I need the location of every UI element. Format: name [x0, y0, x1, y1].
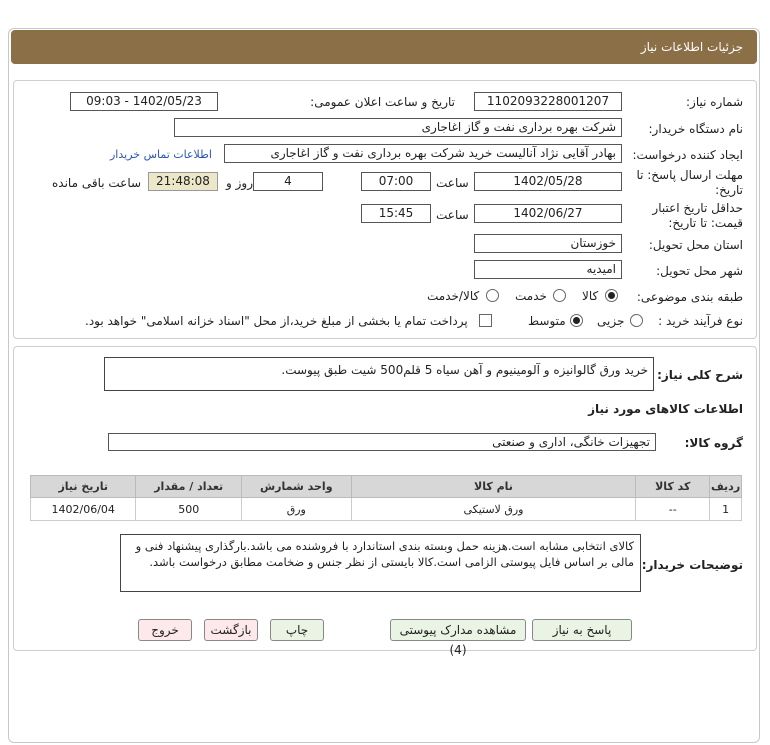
cell-row: 1	[710, 498, 742, 521]
buyer-notes-label: توضیحات خریدار:	[641, 558, 743, 572]
deadline-date-field: 1402/05/28	[474, 172, 622, 191]
need-number-label: شماره نیاز:	[686, 95, 743, 109]
col-row-header: ردیف	[710, 476, 742, 498]
category-service-label: خدمت	[515, 289, 547, 303]
validity-time-label: ساعت	[436, 208, 469, 222]
category-goods-service-radio[interactable]	[486, 289, 499, 302]
process-type-label: نوع فرآیند خرید :	[658, 314, 743, 328]
requester-label: ایجاد کننده درخواست:	[632, 148, 743, 162]
process-minor-label: جزیی	[597, 314, 625, 328]
reply-button[interactable]: پاسخ به نیاز	[532, 619, 632, 641]
process-medium-label: متوسط	[528, 314, 566, 328]
announce-date-field: 1402/05/23 - 09:03	[70, 92, 218, 111]
goods-group-field: تجهیزات خانگی، اداری و صنعتی	[108, 433, 656, 451]
cell-unit: ورق	[241, 498, 351, 521]
city-field: امیدیه	[474, 260, 622, 279]
buyer-org-label: نام دستگاه خریدار:	[648, 122, 743, 136]
col-code-header: کد کالا	[636, 476, 710, 498]
province-field: خوزستان	[474, 234, 622, 253]
province-label: استان محل تحویل:	[648, 238, 743, 252]
page-title: جزئیات اطلاعات نیاز	[640, 40, 743, 54]
days-label: روز و	[226, 176, 253, 190]
city-label: شهر محل تحویل:	[656, 264, 743, 278]
page-header	[11, 30, 757, 64]
remaining-time-label: ساعت باقی مانده	[52, 176, 142, 190]
col-name-header: نام کالا	[351, 476, 636, 498]
validity-date-field: 1402/06/27	[474, 204, 622, 223]
cell-qty: 500	[136, 498, 241, 521]
summary-field: خرید ورق گالوانیزه و آلومینیوم و آهن سیاه 5 قلم500 شیت طبق پیوست.	[104, 357, 654, 391]
summary-label: شرح کلی نیاز:	[657, 368, 743, 382]
cell-name: ورق لاستیکی	[351, 498, 636, 521]
col-date-header: تاریخ نیاز	[31, 476, 136, 498]
days-remaining-field: 4	[253, 172, 323, 191]
print-button[interactable]: چاپ	[270, 619, 324, 641]
cell-code: --	[636, 498, 710, 521]
buyer-contact-link[interactable]: اطلاعات تماس خریدار	[110, 148, 212, 161]
deadline-label: مهلت ارسال پاسخ: تا	[636, 168, 743, 182]
category-service-radio[interactable]	[553, 289, 566, 302]
goods-group-label: گروه کالا:	[684, 436, 743, 450]
remaining-time-field: 21:48:08	[148, 172, 218, 191]
goods-info-title: اطلاعات کالاهای مورد نیاز	[588, 402, 743, 416]
need-number-field: 1102093228001207	[474, 92, 622, 111]
col-qty-header: تعداد / مقدار	[136, 476, 241, 498]
treasury-payment-checkbox[interactable]	[479, 314, 492, 327]
deadline-label-2: تاریخ:	[715, 183, 743, 197]
process-minor-radio[interactable]	[630, 314, 643, 327]
deadline-time-field: 07:00	[361, 172, 431, 191]
deadline-time-label: ساعت	[436, 176, 469, 190]
validity-label: حداقل تاریخ اعتبار	[652, 201, 743, 215]
buyer-notes-field: کالای انتخابی مشابه است.هزینه حمل وبسته بندی استاندارد با فروشنده می باشد.بارگذاری پیشنهاد فنی و مالی بر اساس فایل پیوستی الزامی است.کالا بایستی از نظر جنس و ضخامت مطابق درخواست باشد.	[120, 534, 641, 592]
goods-table	[30, 475, 742, 521]
category-goods-radio[interactable]	[605, 289, 618, 302]
exit-button[interactable]: خروج	[138, 619, 192, 641]
validity-time-field: 15:45	[361, 204, 431, 223]
table-row	[31, 498, 742, 521]
goods-table-header	[31, 476, 742, 498]
cell-date: 1402/06/04	[31, 498, 136, 521]
category-goods-service-label: کالا/خدمت	[427, 289, 480, 303]
category-label: طبقه بندی موضوعی:	[636, 290, 743, 304]
announce-date-label: تاریخ و ساعت اعلان عمومی:	[310, 95, 455, 109]
buyer-org-field: شرکت بهره برداری نفت و گاز اغاجاری	[174, 118, 622, 137]
view-attachments-button[interactable]: مشاهده مدارک پیوستی (4)	[390, 619, 526, 641]
validity-label-2: قیمت: تا تاریخ:	[668, 216, 743, 230]
col-unit-header: واحد شمارش	[241, 476, 351, 498]
category-goods-label: کالا	[582, 289, 599, 303]
requester-field: بهادر آقایی نژاد آنالیست خرید شرکت بهره برداری نفت و گاز اغاجاری	[224, 144, 622, 163]
back-button[interactable]: بازگشت	[204, 619, 258, 641]
process-medium-radio[interactable]	[570, 314, 583, 327]
treasury-payment-note: پرداخت تمام یا بخشی از مبلغ خرید،از محل "اسناد خزانه اسلامی" خواهد بود.	[85, 314, 468, 328]
